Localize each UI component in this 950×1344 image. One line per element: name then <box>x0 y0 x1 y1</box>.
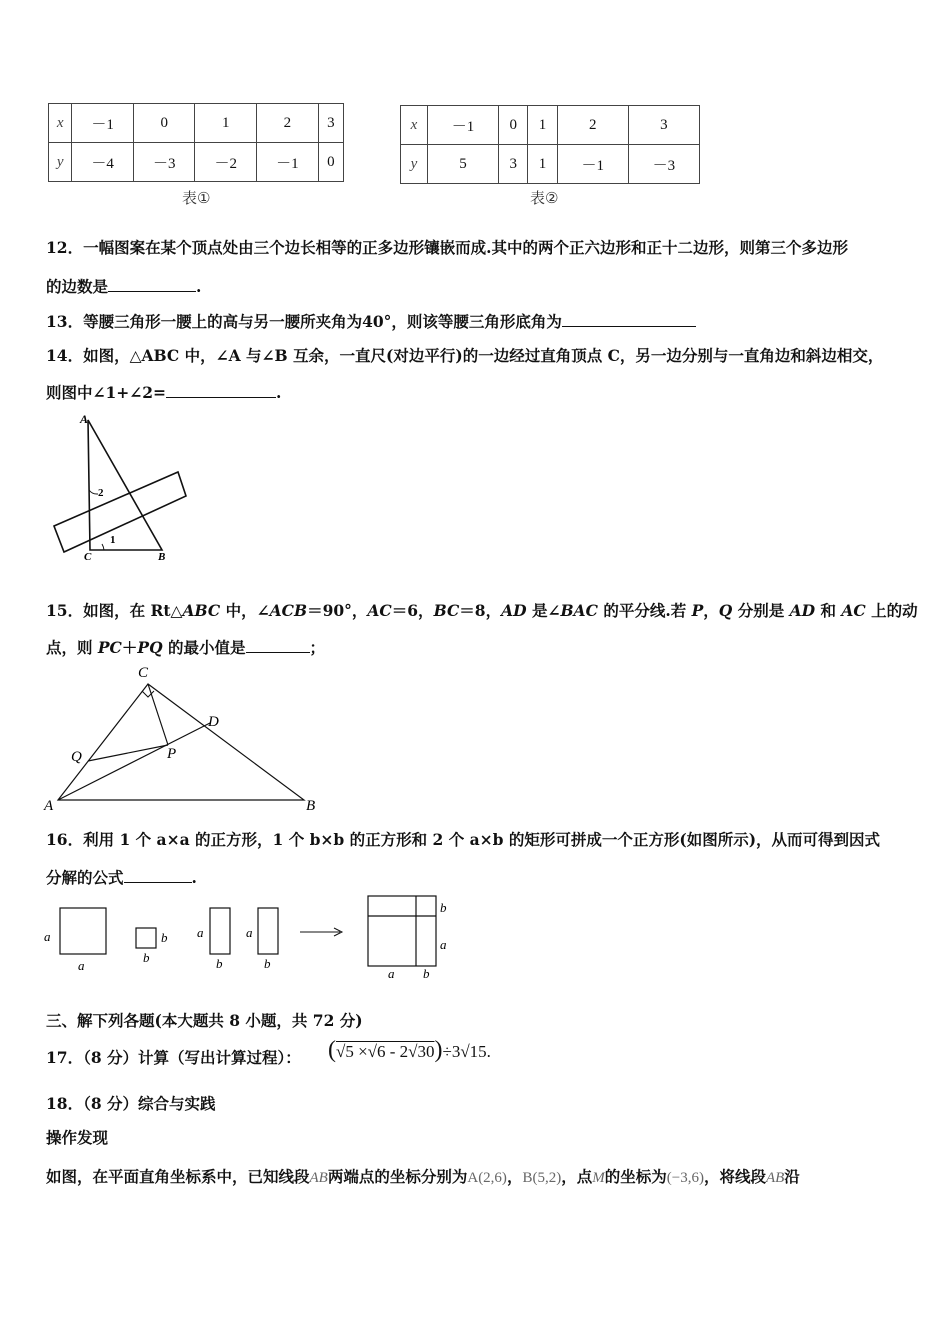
formula-paren-close: ) <box>434 1037 443 1063</box>
q15-text: 15．如图，在 Rt△ <box>46 601 183 620</box>
label-2: 2 <box>98 487 104 499</box>
label-a-bottom-combined: a <box>388 966 395 981</box>
combined-square <box>368 896 436 966</box>
q15-text: 是∠ <box>526 601 561 620</box>
label-p: P <box>167 746 177 762</box>
q15-text: 中，∠ <box>220 601 270 620</box>
q15-text: 分别是 <box>732 601 790 620</box>
q15-var: ABC <box>182 601 221 620</box>
triangle-abc <box>88 420 162 550</box>
question-17 <box>46 1046 301 1068</box>
label-b-bottom: b <box>143 950 150 965</box>
q15-var: AD <box>501 601 527 620</box>
question-12-line-1: 12．一幅图案在某个顶点处由三个边长相等的正多边形镶嵌而成.其中的两个正六边形和正十二边形，则第三个多边形 <box>46 238 848 257</box>
square-composition-figure <box>40 890 460 985</box>
label-a-left: a <box>44 929 51 944</box>
q15-var: P <box>691 601 704 620</box>
question-12-text: 的边数是 <box>46 277 109 296</box>
table-row <box>49 143 344 182</box>
table-cell: 3 <box>318 104 343 143</box>
angle-1-arc <box>102 544 104 550</box>
label-b-bottom-combined: b <box>423 966 430 981</box>
table-cell: 1 <box>528 145 557 184</box>
q15-var: AD <box>789 601 816 620</box>
q18-segment: AB <box>309 1170 328 1186</box>
label-b: B <box>158 551 166 563</box>
q18-point-a: A(2,6) <box>467 1170 507 1186</box>
question-18-title: 18．（8 分）综合与实践 <box>46 1094 216 1113</box>
label-d: D <box>208 714 219 730</box>
table-row <box>401 145 700 184</box>
q18-text: ，将线段 <box>703 1167 766 1186</box>
triangle-abc <box>58 684 304 800</box>
question-14-text: 则图中∠1+∠2= <box>46 383 167 402</box>
segment-pq <box>88 745 168 761</box>
q15-var: PC <box>97 638 122 657</box>
question-16-end: . <box>191 868 197 887</box>
label-b-right: b <box>161 930 168 945</box>
answer-blank <box>124 868 192 883</box>
value-table-2 <box>400 105 700 184</box>
q15-text: 上的动 <box>865 601 918 620</box>
question-13 <box>46 310 696 332</box>
label-a-rect2: a <box>246 925 253 940</box>
answer-blank <box>246 638 310 653</box>
table-cell: －4 <box>72 143 134 182</box>
question-16-text: 分解的公式 <box>46 868 124 887</box>
q18-text: 两端点的坐标分别为 <box>327 1167 468 1186</box>
question-18-subtitle: 操作发现 <box>46 1128 109 1147</box>
label-c: C <box>138 665 149 681</box>
ruler-triangle-figure <box>40 408 200 566</box>
q18-point-m: M <box>592 1170 605 1186</box>
q15-text: ＝6， <box>391 601 434 620</box>
q15-var: AC <box>367 601 392 620</box>
label-1: 1 <box>110 534 116 546</box>
right-triangle-figure <box>40 660 330 816</box>
formula-part-b: ÷3√15 <box>442 1042 487 1061</box>
square-b <box>136 928 156 948</box>
table-cell: 5 <box>427 145 498 184</box>
table-cell: 0 <box>318 143 343 182</box>
q15-text: 点，则 <box>46 638 98 657</box>
question-12-line-2 <box>46 275 201 297</box>
table-cell: －3 <box>133 143 195 182</box>
q15-text: 和 <box>815 601 842 620</box>
question-16-line-2 <box>46 866 197 888</box>
question-12-end: . <box>196 277 202 296</box>
table-1-caption: 表① <box>182 189 211 207</box>
table-cell: 3 <box>628 106 699 145</box>
question-18-paragraph <box>46 1165 800 1187</box>
q15-text: ， <box>703 601 719 620</box>
section-3-heading: 三、解下列各题(本大题共 8 小题，共 72 分) <box>46 1011 363 1030</box>
q15-text: ＋ <box>121 638 138 657</box>
table-cell: y <box>401 145 428 184</box>
label-a: A <box>80 412 89 426</box>
rect-ab-1 <box>210 908 230 954</box>
q18-segment: AB <box>765 1170 785 1186</box>
label-a-rect1: a <box>197 925 204 940</box>
q15-text: 的平分线.若 <box>597 601 692 620</box>
table-row <box>401 106 700 145</box>
q15-var: BAC <box>560 601 598 620</box>
label-b-top-right: b <box>440 900 447 915</box>
formula-part-a: √5 ×√6 - 2√30 <box>336 1042 435 1061</box>
table-row <box>49 104 344 143</box>
q15-var: Q <box>718 601 733 620</box>
table-cell: －1 <box>427 106 498 145</box>
question-13-text: 13．等腰三角形一腰上的高与另一腰所夹角为40°，则该等腰三角形底角为 <box>46 312 562 331</box>
question-14-end: . <box>276 383 282 402</box>
table-cell: －1 <box>557 145 628 184</box>
question-17-text: 17．（8 分）计算（写出计算过程）： <box>46 1048 301 1067</box>
angle-2-arc <box>89 490 98 494</box>
table-cell: 1 <box>195 104 257 143</box>
q18-text: ， <box>506 1167 523 1186</box>
label-a: A <box>44 798 54 814</box>
segment-pc <box>148 684 168 745</box>
question-15-line-1 <box>46 599 918 621</box>
label-b-rect2: b <box>264 956 271 971</box>
table-cell: －1 <box>257 143 319 182</box>
table-cell: 2 <box>557 106 628 145</box>
answer-blank <box>562 312 696 327</box>
table-cell: x <box>49 104 72 143</box>
question-14-line-1: 14．如图，△ABC 中，∠A 与∠B 互余，一直尺(对边平行)的一边经过直角顶点 C，另一边分别与一直角边和斜边相交， <box>46 346 884 365</box>
ruler <box>54 472 186 552</box>
q15-end: ； <box>309 638 326 657</box>
label-q: Q <box>71 749 82 765</box>
q15-var: PQ <box>137 638 163 657</box>
table-cell: 3 <box>499 145 528 184</box>
table-cell: －3 <box>628 145 699 184</box>
table-cell: －1 <box>72 104 134 143</box>
rect-ab-2 <box>258 908 278 954</box>
table-cell: 0 <box>133 104 195 143</box>
table-cell: y <box>49 143 72 182</box>
q15-text: 的最小值是 <box>162 638 246 657</box>
question-15-line-2 <box>46 636 325 658</box>
formula-paren-open: ( <box>328 1037 336 1063</box>
label-b-rect1: b <box>216 956 223 971</box>
table-cell: －2 <box>195 143 257 182</box>
label-c: C <box>84 551 92 563</box>
question-14-line-2 <box>46 381 281 403</box>
answer-blank <box>166 383 276 398</box>
q15-text: ＝90°， <box>307 601 368 620</box>
table-cell: 0 <box>499 106 528 145</box>
table-cell: 1 <box>528 106 557 145</box>
table-cell: 2 <box>257 104 319 143</box>
formula-end: . <box>486 1042 491 1061</box>
square-a <box>60 908 106 954</box>
q15-text: ＝8， <box>459 601 502 620</box>
question-17-formula <box>328 1037 491 1064</box>
q18-text: 沿 <box>784 1167 800 1186</box>
label-b: B <box>306 798 316 814</box>
q15-var: AC <box>841 601 866 620</box>
value-table-1 <box>48 103 344 182</box>
q18-text: ，点 <box>561 1167 593 1186</box>
label-a-right: a <box>440 937 447 952</box>
q18-text: 的坐标为 <box>604 1167 667 1186</box>
q18-point-b: B(5,2) <box>522 1170 562 1186</box>
question-16-line-1: 16．利用 1 个 a×a 的正方形，1 个 b×b 的正方形和 2 个 a×b 的矩形可拼成一个正方形(如图所示)，从而可得到因式 <box>46 830 881 849</box>
answer-blank <box>108 277 196 292</box>
table-2-caption: 表② <box>530 189 559 207</box>
q15-var: ACB <box>269 601 308 620</box>
label-a-bottom: a <box>78 958 85 973</box>
q18-text: 如图，在平面直角坐标系中，已知线段 <box>46 1167 310 1186</box>
q15-var: BC <box>433 601 460 620</box>
table-cell: x <box>401 106 428 145</box>
q18-coord-m: (−3,6) <box>666 1170 704 1186</box>
